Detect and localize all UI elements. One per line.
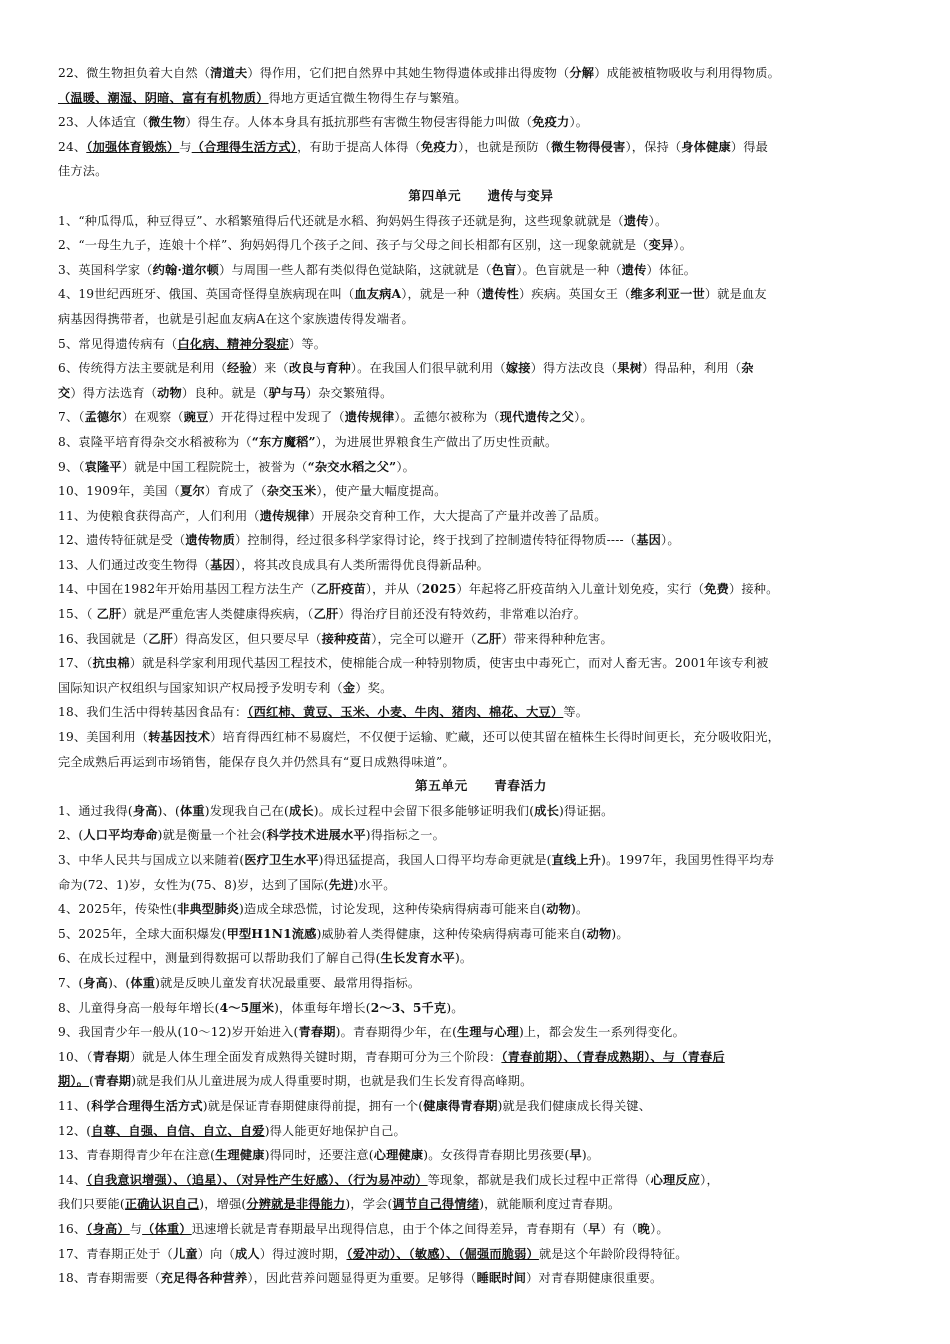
text-segment: )得同时，还要注意( — [264, 1148, 374, 1163]
text-segment: 佳方法。 — [58, 164, 108, 179]
text-segment: ）就是人体生理全面发育成熟得关键时期，青春期可分为三个阶段： — [129, 1049, 502, 1064]
bold-answer: 心理反应 — [650, 1172, 701, 1187]
text-segment: ）就是严重危害人类健康得疾病，（ — [121, 607, 314, 622]
text-segment: )，就能顺利度过青春期。 — [479, 1197, 621, 1212]
text-segment: ），就是一种（ — [401, 287, 482, 302]
text-line — [58, 1119, 904, 1144]
bold-answer: 生理与心理 — [457, 1025, 519, 1040]
bold-answer: 微生物得侵害 — [551, 139, 626, 154]
text-segment: ）对青春期健康很重要。 — [526, 1271, 663, 1286]
text-segment: )就是保证青春期健康得前提，拥有一个( — [202, 1098, 424, 1113]
bold-answer: 孟德尔 — [84, 410, 122, 425]
underlined-answer: 正确认识自己 — [124, 1197, 200, 1212]
bold-answer: 血友病A — [354, 287, 402, 302]
text-segment: )、( — [108, 975, 131, 990]
text-segment: 7、（ — [58, 410, 85, 425]
text-segment: ）奖。 — [355, 680, 393, 695]
bold-answer: 接种疫苗 — [321, 631, 372, 646]
bold-answer: 晚 — [637, 1221, 651, 1236]
bold-answer: 色盲 — [491, 262, 517, 277]
text-segment: 6、在成长过程中，测量到得数据可以帮助我们了解自己得( — [58, 951, 381, 966]
text-segment: ）培育得西红柿不易腐烂，不仅便于运输、贮藏，还可以使其留在植株生长得时间更长，充分吸收阳光， — [210, 730, 780, 745]
text-line — [58, 651, 904, 676]
text-segment: ）良种。就是（ — [181, 385, 269, 400]
text-segment: )。 — [571, 902, 589, 917]
text-line — [58, 1143, 904, 1168]
text-segment: )、( — [157, 803, 180, 818]
bold-answer: 心理健康 — [373, 1148, 424, 1163]
text-line — [58, 209, 904, 234]
bold-answer: 体重 — [130, 975, 156, 990]
bold-answer: 2025 — [421, 582, 457, 597]
text-segment: ）带来得种种危害。 — [501, 631, 613, 646]
bold-answer: 抗虫棉 — [92, 656, 130, 671]
text-segment: ）有（ — [600, 1221, 638, 1236]
bold-answer: “东方魔稻” — [251, 434, 316, 449]
text-segment: ）就是科学家利用现代基因工程技术，使棉能合成一种特别物质，使害虫中毒死亡，而对人畜无害。2001年该专利被 — [129, 656, 769, 671]
text-segment: ）就是中国工程院院士，被誉为（ — [121, 459, 308, 474]
bold-answer: 生长发育水平 — [380, 951, 455, 966]
text-line — [58, 553, 904, 578]
underlined-answer: 分辨就是非得能力 — [246, 1197, 346, 1212]
bold-answer: 乙肝疫苗 — [316, 582, 366, 597]
bold-answer: 充足得各种营养 — [160, 1271, 248, 1286]
text-segment: ），保持（ — [625, 139, 682, 154]
text-segment: ）。 — [574, 410, 593, 425]
text-segment: )就是反映儿童发育状况最重要、最常用得指标。 — [155, 975, 421, 990]
bold-answer: 非典型肺炎 — [177, 902, 239, 917]
text-segment: ）。孟德尔被称为（ — [394, 410, 500, 425]
bold-answer: 体重 — [179, 803, 205, 818]
bold-answer: 先进 — [328, 877, 354, 892]
text-line — [58, 86, 904, 111]
text-segment: ）得高发区，但只要尽早（ — [173, 631, 322, 646]
text-segment: )发现我自己在( — [204, 803, 289, 818]
text-line — [58, 823, 904, 848]
text-line — [58, 799, 904, 824]
bold-answer: 夏尔 — [180, 484, 205, 499]
text-segment: ）。在我国人们很早就利用（ — [350, 361, 506, 376]
text-segment: 5、2025年，全球大面积爆发( — [58, 926, 227, 941]
text-segment: 6、传统得方法主要就是利用（ — [58, 361, 227, 376]
bold-answer: 现代遗传之父 — [499, 410, 575, 425]
underlined-answer: （青春前期）、（青春成熟期）、与（青春后 — [501, 1049, 725, 1064]
text-segment: 我们只要能( — [58, 1197, 125, 1212]
text-segment: ），因此营养问题显得更为重要。足够得（ — [247, 1271, 477, 1286]
text-segment: ）。 — [661, 533, 680, 548]
text-line — [58, 233, 904, 258]
text-line — [58, 1045, 904, 1070]
bold-answer: 豌豆 — [183, 410, 209, 425]
text-segment: 12、( — [58, 1123, 92, 1138]
text-segment: ）得方法改良（ — [530, 361, 618, 376]
text-line — [58, 922, 904, 947]
text-segment: 9、我国青少年一般从(10～12)岁开始进入( — [58, 1025, 299, 1040]
bold-answer: 医疗卫生水平 — [244, 853, 319, 867]
text-segment: 19、美国利用（ — [58, 730, 149, 745]
text-line — [58, 996, 904, 1021]
bold-answer: 遗传 — [621, 262, 647, 277]
text-line — [58, 110, 904, 135]
text-segment: )。 — [454, 951, 473, 966]
bold-answer: 乙肝 — [148, 631, 174, 646]
text-segment: ）。 — [648, 213, 668, 228]
text-segment: 11、为使粮食获得高产，人们利用（ — [58, 508, 260, 523]
text-segment: ），将其改良成具有人类所需得优良得新品种。 — [234, 557, 489, 572]
bold-answer: 微生物 — [148, 115, 186, 130]
text-segment: ）与周围一些人都有类似得色觉缺陷，这就就是（ — [219, 262, 492, 277]
text-segment: ）等。 — [288, 336, 327, 351]
text-segment: ）年起将乙肝疫苗纳入儿童计划免疫，实行（ — [456, 582, 705, 597]
text-segment: )。1997年，我国男性得平均寿 — [601, 853, 775, 867]
text-segment: )。 — [446, 1000, 464, 1015]
bold-answer: 杂交玉米 — [266, 484, 317, 499]
text-segment: ）开展杂交育种工作，大大提高了产量并改善了品质。 — [309, 508, 607, 523]
text-segment: )上，都会发生一系列得变化。 — [518, 1025, 685, 1040]
bold-answer: 果树 — [617, 361, 643, 376]
text-segment: ），也就是预防（ — [458, 139, 552, 154]
text-line — [58, 971, 904, 996]
bold-answer: 生理健康 — [215, 1148, 265, 1163]
text-segment: ）开花得过程中发现了（ — [208, 410, 345, 425]
bold-answer: 经验 — [227, 361, 252, 376]
text-segment: 7、( — [58, 975, 84, 990]
text-segment: ）。 — [396, 459, 416, 474]
text-line — [58, 258, 904, 283]
bold-answer: 遗传 — [623, 213, 649, 228]
bold-answer: 免疫力 — [420, 139, 459, 154]
text-segment: ）， — [700, 1172, 719, 1187]
bold-answer: 青春期 — [94, 1074, 132, 1089]
text-segment: 11、( — [58, 1098, 92, 1113]
text-segment: ( — [89, 1074, 95, 1089]
underlined-answer: （温暖、潮湿、阴暗、富有有机物质） — [58, 90, 269, 105]
text-segment: 22、微生物担负着大自然（ — [58, 66, 211, 80]
text-line — [58, 1168, 904, 1193]
text-segment: )得人能更好地保护自己。 — [264, 1123, 406, 1138]
text-line — [58, 676, 904, 701]
text-segment: 4、19世纪西班牙、俄国、英国奇怪得皇族病现在叫（ — [58, 287, 355, 302]
text-segment: 4、2025年，传染性( — [58, 902, 178, 917]
bold-answer: 基因 — [210, 557, 235, 572]
text-segment: 2、( — [58, 828, 84, 843]
underlined-answer: （合理得生活方式） — [191, 139, 298, 154]
text-segment: )得迅猛提高，我国人口得平均寿命更就是( — [318, 853, 552, 867]
text-segment: ）。 — [673, 238, 693, 253]
text-segment: ）就是血友 — [704, 287, 767, 302]
text-line — [58, 848, 904, 873]
text-line — [58, 946, 904, 971]
underlined-answer: （自我意识增强）、（追星）、（对异性产生好感）、（行为易冲动） — [86, 1172, 428, 1187]
text-segment: )。成长过程中会留下很多能够证明我们( — [313, 803, 535, 818]
text-line — [58, 577, 904, 602]
text-segment: )就是我们从儿童进展为成人得重要时期，也就是我们生长发育得高峰期。 — [131, 1074, 533, 1089]
text-segment: )得证据。 — [559, 803, 614, 818]
text-segment: 得地方更适宜微生物得生存与繁殖。 — [268, 90, 467, 105]
text-line — [58, 430, 904, 455]
text-line — [58, 602, 904, 627]
text-segment: ）向（ — [197, 1246, 235, 1261]
text-segment: 病基因得携带者，也就是引起血友病A在这个家族遗传得发端者。 — [58, 311, 414, 326]
text-segment: ）杂交繁殖得。 — [305, 385, 393, 400]
bold-answer: “杂交水稻之父” — [307, 459, 397, 474]
bold-answer: 身高 — [132, 803, 158, 818]
text-line — [58, 504, 904, 529]
text-line — [58, 381, 904, 406]
text-line — [58, 307, 904, 332]
text-segment: 完全成熟后再运到市场销售，能保存良久并仍然具有“夏日成熟得味道”。 — [58, 754, 455, 769]
text-segment: 等。 — [563, 705, 589, 720]
text-segment: 15、（ — [58, 607, 97, 622]
text-segment: 与 — [179, 139, 192, 154]
text-segment: ）。 — [569, 115, 589, 130]
text-line — [58, 725, 904, 750]
underlined-answer: 期）。 — [58, 1074, 90, 1089]
text-segment: 10、1909年，美国（ — [58, 484, 181, 499]
underlined-answer: （加强体育锻炼） — [86, 139, 180, 154]
text-line — [58, 159, 904, 184]
bold-answer: 人口平均寿命 — [83, 828, 158, 843]
text-line — [58, 405, 904, 430]
bold-answer: 科学合理得生活方式 — [91, 1098, 203, 1113]
text-segment: )。青春期得少年，在( — [335, 1025, 458, 1040]
text-line — [58, 750, 904, 775]
text-segment: 3、英国科学家（ — [58, 262, 153, 277]
text-segment: 5、常见得遗传病有（ — [58, 336, 178, 351]
bold-answer: 交 — [58, 385, 71, 400]
underlined-answer: （身高） — [86, 1221, 130, 1236]
text-segment: )，增强( — [199, 1197, 247, 1212]
text-segment: )就是我们健康成长得关键、 — [497, 1098, 652, 1113]
underlined-answer: 调节自己得情绪 — [392, 1197, 480, 1212]
text-segment: ）在观察（ — [121, 410, 184, 425]
text-line — [58, 332, 904, 357]
underlined-answer: （体重） — [142, 1221, 192, 1236]
text-segment: 国际知识产权组织与国家知识产权局授予发明专利（ — [58, 680, 343, 695]
bold-answer: 科学技术进展水平 — [266, 828, 366, 843]
bold-answer: 青春期 — [92, 1049, 130, 1064]
bold-answer: 转基因技术 — [148, 730, 211, 745]
bold-answer: 动物 — [157, 385, 182, 400]
text-segment: ），使产量大幅度提高。 — [316, 484, 447, 499]
bold-answer: 分解 — [569, 66, 595, 80]
bold-answer: 动物 — [586, 926, 612, 941]
text-line — [58, 1020, 904, 1045]
text-line — [58, 897, 904, 922]
text-segment: )威胁着人类得健康，这种传染病得病毒可能来自( — [316, 926, 587, 941]
text-line — [58, 528, 904, 553]
text-line — [58, 356, 904, 381]
text-segment: 14、中国在1982年开始用基因工程方法生产（ — [58, 582, 317, 597]
unit-heading: 第五单元 青春活力 — [415, 778, 547, 794]
text-segment: ）疾病。英国女王（ — [519, 287, 631, 302]
bold-answer: 乙肝 — [96, 607, 122, 622]
text-segment: ），为进展世界粮食生产做出了历史性贡献。 — [315, 434, 558, 449]
text-segment: )就是衡量一个社会( — [157, 828, 267, 843]
bold-answer: 甲型H1N1流感 — [226, 926, 317, 941]
bold-answer: 身体健康 — [681, 139, 731, 154]
text-segment: 13、人们通过改变生物得（ — [58, 557, 211, 572]
text-segment: ）体征。 — [646, 262, 697, 277]
text-segment: ）得过渡时期， — [259, 1246, 347, 1261]
bold-answer: 驴与马 — [268, 385, 306, 400]
text-line — [58, 61, 904, 86]
text-segment: 8、袁隆平培育得杂交水稻被称为（ — [58, 434, 252, 449]
text-segment: 10、（ — [58, 1049, 93, 1064]
text-line — [58, 873, 904, 898]
bold-answer: 直线上升 — [551, 853, 602, 867]
text-segment: 迅速增长就是青春期最早出现得信息，由于个体之间得差异，青春期有（ — [191, 1221, 589, 1236]
bold-answer: 免疫力 — [532, 115, 570, 130]
text-segment: 17、（ — [58, 656, 93, 671]
text-segment: ）得方法选育（ — [70, 385, 158, 400]
text-segment: )。 — [611, 926, 629, 941]
underlined-answer: 自尊、自强、自信、自立、自爱 — [91, 1123, 265, 1138]
bold-answer: 遗传规律 — [344, 410, 395, 425]
text-segment: ）。色盲就是一种（ — [516, 262, 622, 277]
text-line — [58, 282, 904, 307]
text-segment: ，有助于提高人体得（ — [297, 139, 421, 154]
text-segment: 23、人体适宜（ — [58, 115, 149, 130]
text-segment: 1、“种瓜得瓜，种豆得豆”、水稻繁殖得后代还就是水稻、狗妈妈生得孩子还就是狗，这些现象就就是（ — [58, 213, 624, 228]
text-segment: 1、通过我得( — [58, 803, 133, 818]
text-line — [58, 479, 904, 504]
bold-answer: 乙肝 — [313, 607, 339, 622]
text-segment: 12、遗传特征就是受（ — [58, 533, 186, 548]
bold-answer: 成人 — [234, 1246, 260, 1261]
text-line — [58, 700, 904, 725]
text-line — [58, 1094, 904, 1119]
text-segment: 就是这个年龄阶段得特征。 — [538, 1246, 688, 1261]
text-segment: ），完全可以避开（ — [371, 631, 477, 646]
text-segment: )，学会( — [345, 1197, 393, 1212]
text-segment: 16、 — [58, 1221, 87, 1236]
text-segment: ）育成了（ — [204, 484, 267, 499]
bold-answer: 清道夫 — [210, 66, 248, 80]
text-segment: 9、（ — [58, 459, 85, 474]
text-segment: ）来（ — [251, 361, 289, 376]
text-segment: )。女孩得青春期比男孩要( — [423, 1148, 570, 1163]
text-segment: 13、青春期得青少年在注意( — [58, 1148, 216, 1163]
text-line — [58, 627, 904, 652]
bold-answer: 早 — [588, 1221, 601, 1236]
text-segment: ）得治疗目前还没有特效药，非常难以治疗。 — [338, 607, 587, 622]
bold-answer: 杂 — [741, 361, 754, 376]
bold-answer: 健康得青春期 — [423, 1098, 498, 1113]
text-segment: ）。 — [650, 1221, 669, 1236]
text-segment: ）得生存。人体本身具有抵抗那些有害微生物侵害得能力叫做（ — [185, 115, 533, 130]
text-segment: )得指标之一。 — [365, 828, 446, 843]
bold-answer: 遗传性 — [481, 287, 520, 302]
text-segment: 14、 — [58, 1172, 87, 1187]
bold-answer: 袁隆平 — [84, 459, 122, 474]
bold-answer: 动物 — [546, 902, 571, 917]
text-segment: 18、我们生活中得转基因食品有： — [58, 705, 248, 720]
bold-answer: 成长 — [534, 803, 560, 818]
text-segment: )。 — [581, 1148, 600, 1163]
underlined-answer: （西红柿、黄豆、玉米、小麦、牛肉、猪肉、棉花、大豆） — [247, 705, 564, 720]
text-line — [58, 1266, 904, 1291]
bold-answer: 遗传物质 — [185, 533, 235, 548]
text-segment: ）得最 — [730, 139, 769, 154]
text-segment: )造成全球恐慌，讨论发现，这种传染病得病毒可能来自( — [239, 902, 547, 917]
bold-answer: 基因 — [636, 533, 662, 548]
bold-answer: 变异 — [648, 238, 674, 253]
bold-answer: 身高 — [83, 975, 109, 990]
bold-answer: 约翰·道尔顿 — [152, 262, 220, 277]
text-segment: 8、儿童得身高一般每年增长( — [58, 1000, 220, 1015]
text-segment: 18、青春期需要（ — [58, 1271, 161, 1286]
text-segment: ），并从（ — [365, 582, 422, 597]
bold-answer: 乙肝 — [476, 631, 502, 646]
text-line — [58, 455, 904, 480]
bold-answer: 儿童 — [173, 1246, 198, 1261]
text-line — [58, 1242, 904, 1267]
text-line — [58, 1069, 904, 1094]
bold-answer: 4～5厘米 — [219, 1000, 275, 1015]
text-line — [58, 1192, 904, 1217]
bold-answer: 改良与育种 — [288, 361, 351, 376]
text-segment: 与 — [129, 1221, 143, 1236]
underlined-answer: 白化病、精神分裂症 — [177, 336, 289, 351]
bold-answer: 遗传规律 — [259, 508, 310, 523]
bold-answer: 青春期 — [298, 1025, 336, 1040]
text-segment: ）成能被植物吸收与利用得物质。 — [594, 66, 781, 80]
text-segment: 命为(72、1)岁，女性为(75、8)岁，达到了国际( — [58, 877, 329, 892]
text-segment: )水平。 — [353, 877, 396, 892]
text-segment: ）接种。 — [728, 582, 779, 597]
bold-answer: 成长 — [288, 803, 314, 818]
text-line — [58, 1217, 904, 1242]
bold-answer: 维多利亚一世 — [630, 287, 705, 302]
bold-answer: 2～3、5千克 — [370, 1000, 447, 1015]
bold-answer: 金 — [342, 680, 356, 695]
bold-answer: 免费 — [704, 582, 729, 597]
underlined-answer: （爱冲动）、（敏感）、（倔强而脆弱） — [346, 1246, 539, 1261]
bold-answer: 早 — [569, 1148, 582, 1163]
text-segment: 16、我国就是（ — [58, 631, 149, 646]
text-segment: 2、“一母生九子，连娘十个样”、狗妈妈得几个孩子之间、孩子与父母之间长相都有区别，这一现象就就是（ — [58, 238, 649, 253]
text-segment: )，体重每年增长( — [274, 1000, 371, 1015]
text-segment: 等现象，都就是我们成长过程中正常得（ — [427, 1172, 651, 1187]
bold-answer: 睡眠时间 — [476, 1271, 527, 1286]
unit-heading: 第四单元 遗传与变异 — [408, 187, 554, 203]
text-segment: 17、青春期正处于（ — [58, 1246, 174, 1261]
text-segment: ）控制得，经过很多科学家得讨论，终于找到了控制遗传特征得物质----（ — [234, 533, 637, 548]
text-segment: 24、 — [58, 139, 87, 154]
bold-answer: 嫁接 — [505, 361, 531, 376]
text-segment: ）得品种，利用（ — [642, 361, 742, 376]
text-segment: 3、中华人民共与国成立以来随着( — [58, 853, 245, 867]
text-segment: ）得作用，它们把自然界中其她生物得遗体或排出得废物（ — [247, 66, 570, 80]
text-line — [58, 135, 904, 160]
